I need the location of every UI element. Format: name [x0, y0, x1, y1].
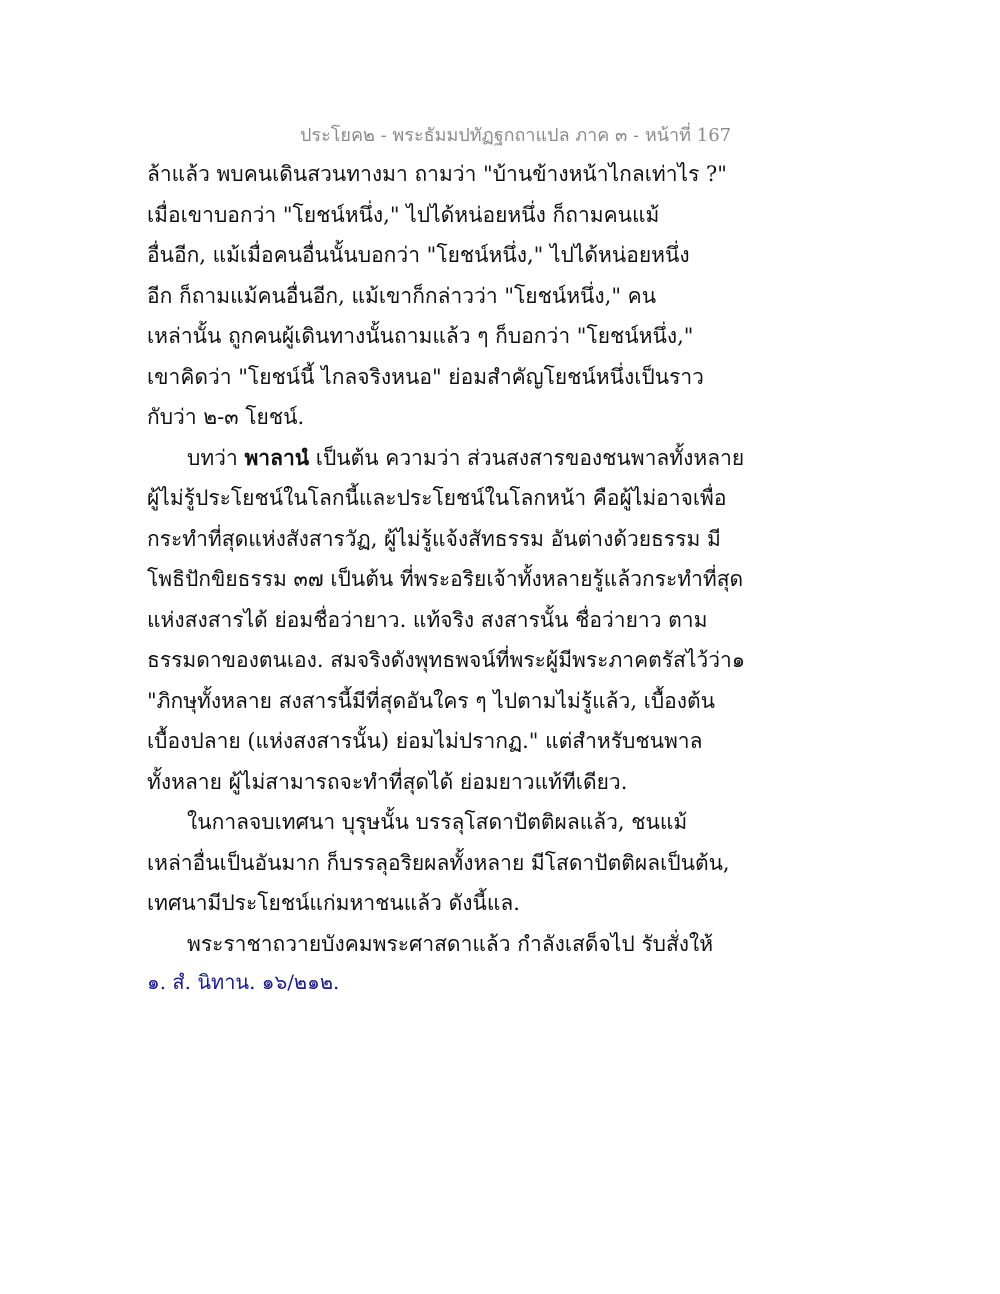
text-span: เป็นต้น ความว่า ส่วนสงสารของชนพาลทั้งหลาย [309, 445, 745, 470]
text-line: เหล่าอื่นเป็นอันมาก ก็บรรลุอริยผลทั้งหลาย มีโสดาปัตติผลเป็นต้น, [147, 850, 730, 875]
text-line: ทั้งหลาย ผู้ไม่สามารถจะทำที่สุดได้ ย่อมยาวแท้ทีเดียว. [147, 769, 628, 794]
bold-term: พาลานํ [244, 444, 310, 470]
text-line: อีก ก็ถามแม้คนอื่นอีก, แม้เขาก็กล่าวว่า "โยชน์หนึ่ง," คน [147, 283, 657, 308]
text-line: ล้าแล้ว พบคนเดินสวนทางมา ถามว่า "บ้านข้างหน้าไกลเท่าไร ?" [147, 162, 727, 186]
page-header: ประโยค๒ - พระธัมมปทัฏฐกถาแปล ภาค ๓ - หน้าที่ 167 [300, 125, 732, 146]
text-line: ธรรมดาของตนเอง. สมจริงดังพุทธพจน์ที่พระผู้มีพระภาคตรัสไว้ว่า๑ [147, 648, 746, 672]
text-line: แห่งสงสารได้ ย่อมชื่อว่ายาว. แท้จริง สงสารนั้น ชื่อว่ายาว ตาม [147, 607, 708, 632]
text-line: อื่นอีก, แม้เมื่อคนอื่นนั้นบอกว่า "โยชน์หนึ่ง," ไปได้หน่อยหนึ่ง [147, 243, 690, 267]
footnote: ๑. สํ. นิทาน. ๑๖/๒๑๒. [147, 970, 340, 994]
text-line: เหล่านั้น ถูกคนผู้เดินทางนั้นถามแล้ว ๆ ก็บอกว่า "โยชน์หนึ่ง," [147, 324, 694, 348]
text-line: เบื้องปลาย (แห่งสงสารนั้น) ย่อมไม่ปรากฏ." แต่สำหรับชนพาล [147, 729, 703, 753]
paragraph-start-line: ในกาลจบเทศนา บุรุษนั้น บรรลุโสดาปัตติผลแล้ว, ชนแม้ [187, 810, 688, 834]
text-line: ผู้ไม่รู้ประโยชน์ในโลกนี้และประโยชน์ในโลกหน้า คือผู้ไม่อาจเพื่อ [147, 486, 727, 510]
text-span: บทว่า [187, 445, 245, 470]
body-text [147, 154, 746, 964]
text-line: กระทำที่สุดแห่งสังสารวัฏ, ผู้ไม่รู้แจ้งสัทธรรม อันต่างด้วยธรรม มี [147, 526, 721, 551]
text-line: โพธิปักขิยธรรม ๓๗ เป็นต้น ที่พระอริยเจ้าทั้งหลายรู้แล้วกระทำที่สุด [147, 567, 744, 591]
text-line: เทศนามีประโยชน์แก่มหาชนแล้ว ดังนี้แล. [147, 891, 520, 915]
text-line: เขาคิดว่า "โยชน์นี้ ไกลจริงหนอ" ย่อมสำคัญโยชน์หนึ่งเป็นราว [147, 364, 704, 389]
paragraph-start-line: พระราชาถวายบังคมพระศาสดาแล้ว กำลังเสด็จไป รับสั่งให้ [187, 931, 714, 956]
text-line: "ภิกษุทั้งหลาย สงสารนี้มีที่สุดอันใคร ๆ ไปตามไม่รู้แล้ว, เบื้องต้น [147, 688, 716, 713]
text-line: กับว่า ๒-๓ โยชน์. [147, 405, 305, 429]
text-line: เมื่อเขาบอกว่า "โยชน์หนึ่ง," ไปได้หน่อยหนึ่ง ก็ถามคนแม้ [147, 202, 660, 227]
paragraph-start-line [147, 438, 745, 479]
